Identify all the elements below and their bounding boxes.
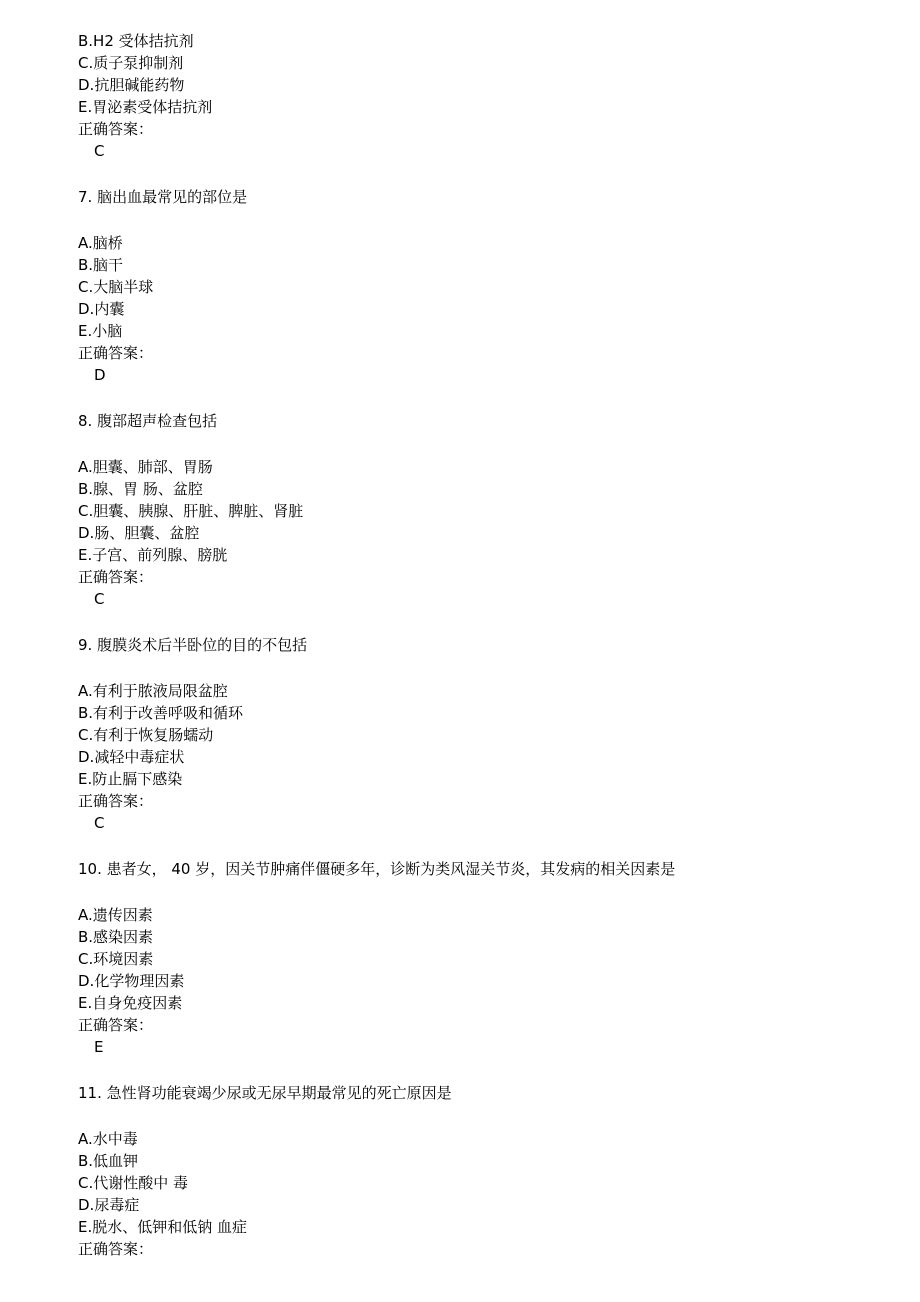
option-d: D.化学物理因素 [78, 972, 185, 990]
option-c: C.胆囊、胰腺、肝脏、脾脏、肾脏 [78, 502, 304, 520]
answer-label: 正确答案： [78, 344, 154, 362]
option-a: A.水中毒 [78, 1130, 138, 1148]
option-a: A.遗传因素 [78, 906, 153, 924]
option-e: E.自身免疫因素 [78, 994, 183, 1012]
option-b: B.感染因素 [78, 928, 154, 946]
question-title: 11. 急性肾功能衰竭少尿或无尿早期最常见的死亡原因是 [78, 1084, 452, 1102]
option-c: C.有利于恢复肠蠕动 [78, 726, 214, 744]
option-e: E.防止膈下感染 [78, 770, 183, 788]
answer-label: 正确答案： [78, 1240, 154, 1258]
option-a: A.脑桥 [78, 234, 123, 252]
option-b: B.低血钾 [78, 1152, 139, 1170]
option-b: B.有利于改善呼吸和循环 [78, 704, 244, 722]
option-d: D.抗胆碱能药物 [78, 76, 185, 94]
answer-label: 正确答案： [78, 792, 154, 810]
answer-value: C [94, 590, 105, 608]
option-d: D.尿毒症 [78, 1196, 140, 1214]
option-c: C.大脑半球 [78, 278, 154, 296]
option-b: B.H2 受体拮抗剂 [78, 32, 194, 50]
option-e: E.脱水、低钾和低钠 血症 [78, 1218, 248, 1236]
answer-value: E [94, 1038, 104, 1056]
question-8 [78, 410, 898, 610]
question-9 [78, 634, 898, 834]
answer-value: C [94, 814, 105, 832]
exam-page [78, 30, 898, 1260]
question-11 [78, 1082, 898, 1260]
option-c: C.质子泵抑制剂 [78, 54, 184, 72]
option-e: E.子宫、前列腺、膀胱 [78, 546, 228, 564]
option-b: B.腺、胃 肠、盆腔 [78, 480, 203, 498]
option-d: D.肠、胆囊、盆腔 [78, 524, 200, 542]
option-c: C.代谢性酸中 毒 [78, 1174, 189, 1192]
option-c: C.环境因素 [78, 950, 154, 968]
question-7 [78, 186, 898, 386]
answer-label: 正确答案： [78, 568, 154, 586]
option-e: E.胃泌素受体拮抗剂 [78, 98, 213, 116]
question-title: 8. 腹部超声检查包括 [78, 412, 218, 430]
option-a: A.胆囊、肺部、胃肠 [78, 458, 213, 476]
answer-label: 正确答案： [78, 120, 154, 138]
question-title: 7. 脑出血最常见的部位是 [78, 188, 248, 206]
option-d: D.减轻中毒症状 [78, 748, 185, 766]
question-title: 9. 腹膜炎术后半卧位的目的不包括 [78, 636, 308, 654]
option-e: E.小脑 [78, 322, 123, 340]
answer-label: 正确答案： [78, 1016, 154, 1034]
question-6-tail [78, 30, 898, 162]
option-a: A.有利于脓液局限盆腔 [78, 682, 228, 700]
option-d: D.内囊 [78, 300, 125, 318]
question-title: 10. 患者女， 40 岁，因关节肿痛伴僵硬多年，诊断为类风湿关节炎，其发病的相关因素是 [78, 860, 676, 878]
question-10 [78, 858, 898, 1058]
answer-value: D [94, 366, 106, 384]
answer-value: C [94, 142, 105, 160]
option-b: B.脑干 [78, 256, 124, 274]
